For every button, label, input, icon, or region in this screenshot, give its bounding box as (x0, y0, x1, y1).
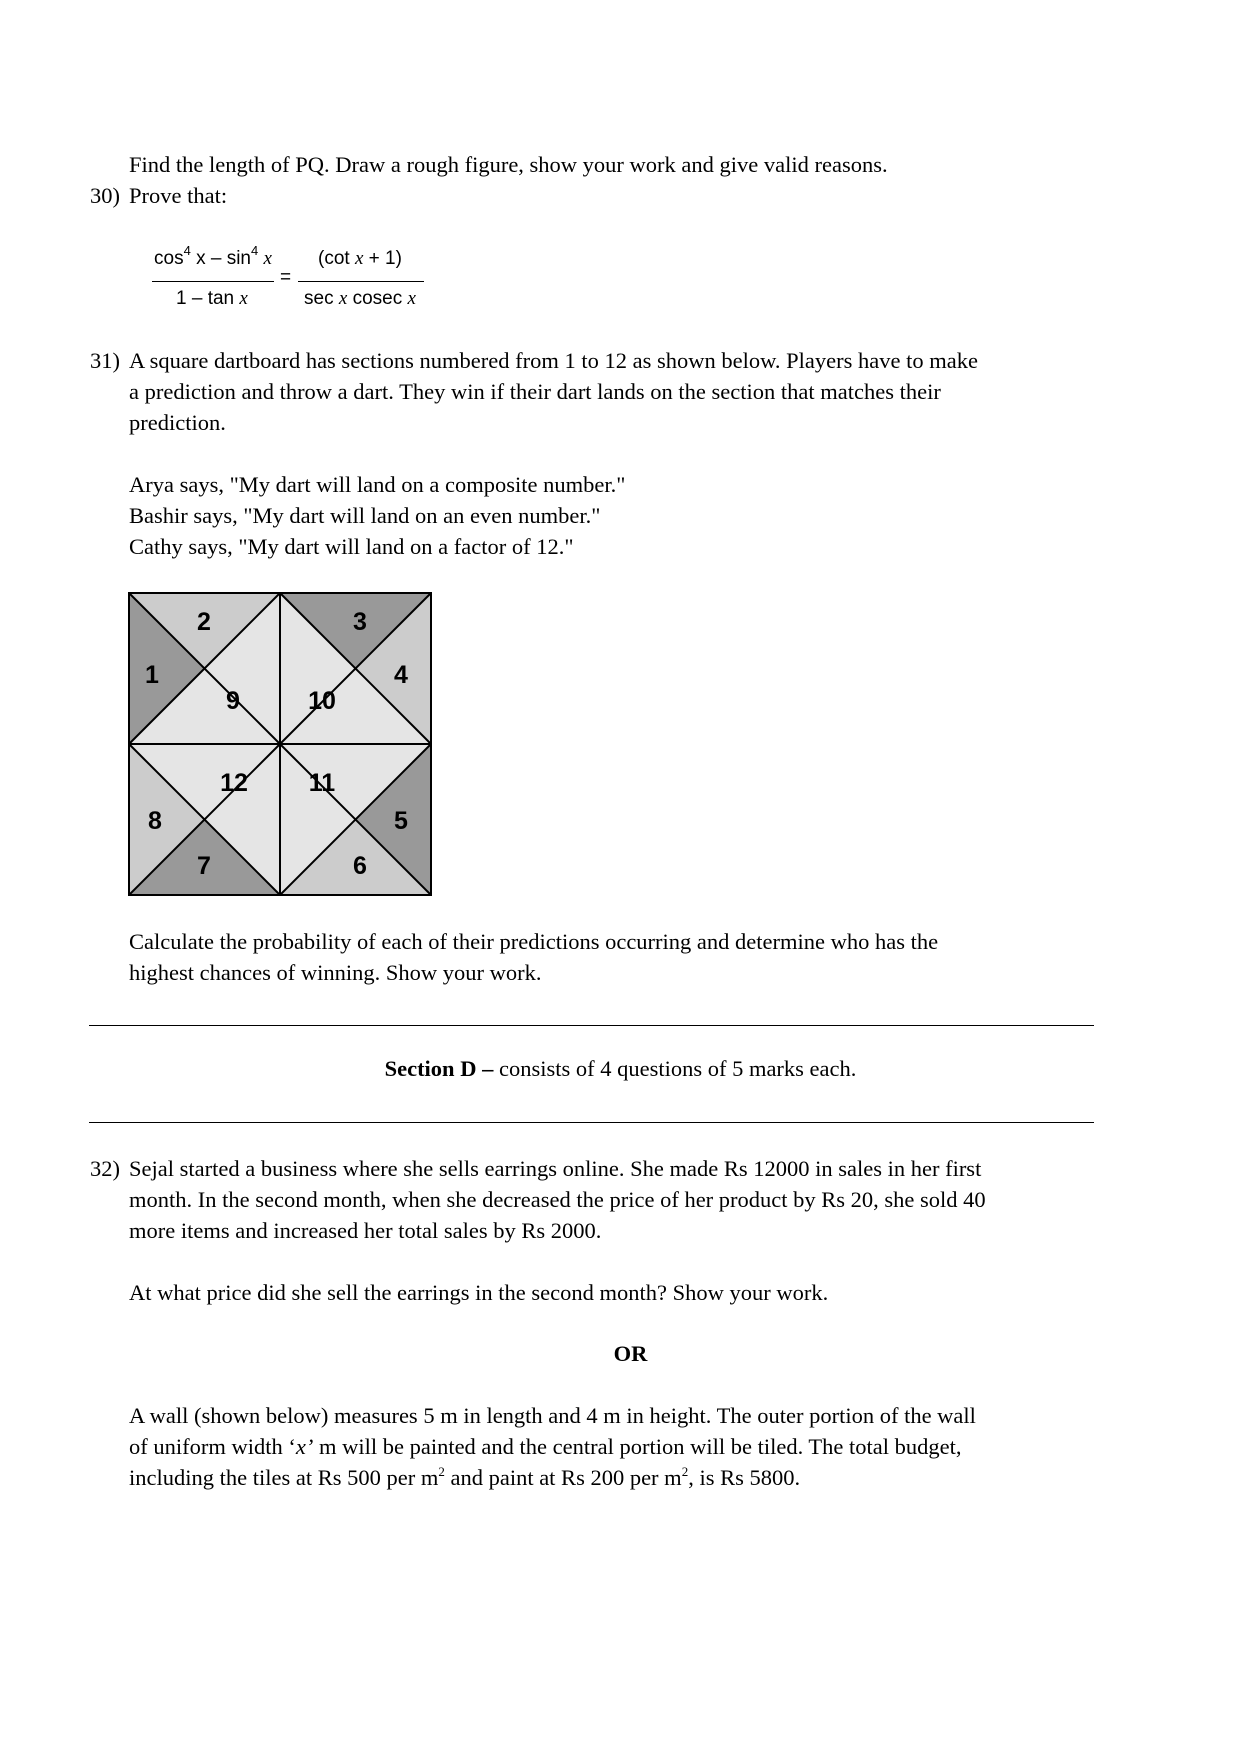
q30-text: Prove that: (129, 183, 228, 208)
lhs-fraction-bar (152, 281, 274, 282)
label-2: 2 (197, 608, 211, 636)
label-6: 6 (353, 852, 367, 880)
label-11: 11 (308, 769, 336, 797)
label-9: 9 (226, 687, 240, 715)
dartboard-figure (128, 592, 432, 896)
lhs-numerator: $\cos^4 x - \sin^4 x$ (154, 243, 272, 269)
q31-number: 31) (90, 348, 120, 373)
q32-line-2: month. In the second month, when she decreased the price of her product by Rs 20, she sold 40 (129, 1187, 986, 1212)
dartboard-outline (129, 593, 431, 895)
q32-question: At what price did she sell the earrings in the second month? Show your work. (129, 1280, 829, 1305)
q31-line-2: a prediction and throw a dart. They win if their dart lands on the section that matches their (129, 379, 941, 404)
label-12: 12 (220, 769, 248, 797)
label-10: 10 (308, 687, 336, 715)
arya-quote: Arya says, "My dart will land on a composite number." (129, 472, 626, 497)
section-divider-top (89, 1025, 1094, 1026)
q32-alt-line-1: A wall (shown below) measures 5 m in length and 4 m in height. The outer portion of the wall (129, 1403, 976, 1428)
label-7: 7 (197, 852, 211, 880)
q29-tail-text: Find the length of PQ. Draw a rough figure, show your work and give valid reasons. (129, 152, 888, 177)
equals-sign: = (280, 267, 292, 288)
q31-line-3: prediction. (129, 410, 226, 435)
trig-identity-formula (150, 244, 430, 322)
lhs-denominator: 1 – tan x (176, 288, 248, 309)
q31-question-line-2: highest chances of winning. Show your work. (129, 960, 542, 985)
cathy-quote: Cathy says, "My dart will land on a factor of 12." (129, 534, 574, 559)
section-d-heading: Section D – consists of 4 questions of 5 marks each. (384, 1056, 857, 1081)
q30-number: 30) (90, 183, 120, 208)
q32-line-3: more items and increased her total sales by Rs 2000. (129, 1218, 602, 1243)
rhs-numerator: (cot x + 1) (318, 248, 402, 269)
q31-line-1: A square dartboard has sections numbered from 1 to 12 as shown below. Players have to make (129, 348, 978, 373)
q32-alt-line-2: of uniform width ‘x’ m will be painted and the central portion will be tiled. The total budget, (129, 1434, 962, 1459)
label-4: 4 (394, 661, 408, 689)
label-3: 3 (353, 608, 367, 636)
q32-alt-line-3: including the tiles at Rs 500 per $m^2$ and paint at Rs 200 per $m^2$, is Rs 5800. (129, 1464, 801, 1490)
section-divider-bottom (89, 1122, 1094, 1123)
label-5: 5 (394, 807, 408, 835)
label-8: 8 (148, 807, 162, 835)
q31-question-line-1: Calculate the probability of each of their predictions occurring and determine who has the (129, 929, 939, 954)
or-separator: OR (613, 1341, 648, 1366)
q32-line-1: Sejal started a business where she sells earrings online. She made Rs 12000 in sales in her first (129, 1156, 982, 1181)
rhs-denominator: sec x cosec x (304, 288, 416, 309)
label-1: 1 (145, 661, 159, 689)
q32-number: 32) (90, 1156, 120, 1181)
rhs-fraction-bar (298, 281, 424, 282)
bashir-quote: Bashir says, "My dart will land on an even number." (129, 503, 601, 528)
